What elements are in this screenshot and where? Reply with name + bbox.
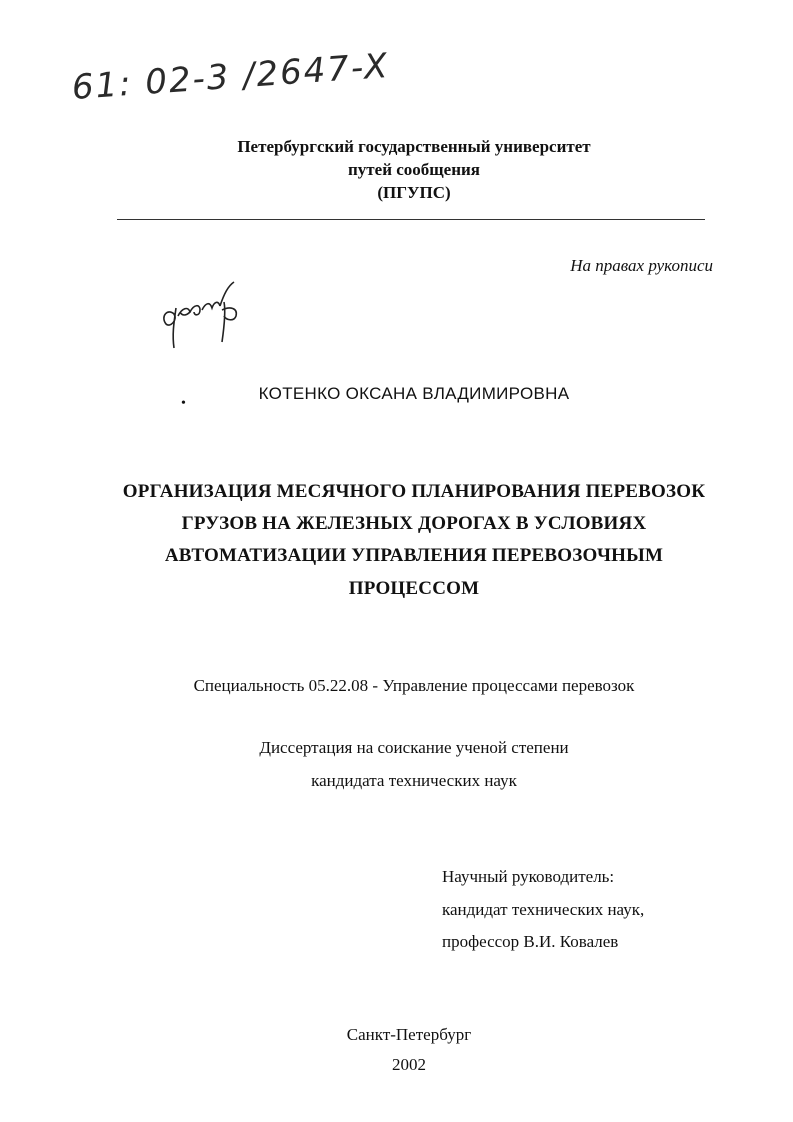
city: Санкт-Петербург [346, 1025, 472, 1044]
year: 2002 [392, 1055, 426, 1074]
header-divider [117, 219, 705, 220]
supervisor-label: Научный руководитель: [442, 867, 615, 886]
handwritten-signature [158, 272, 248, 352]
institution-line-3: (ПГУПС) [377, 183, 451, 202]
supervisor-degree: кандидат технических наук, [442, 900, 645, 919]
institution-line-1: Петербургский государственный университет [237, 137, 591, 156]
archive-stamp: 61: 02-3 /2647-X [70, 45, 391, 108]
dissertation-title-line-4: ПРОЦЕССОМ [348, 578, 480, 599]
degree-line-2: кандидата технических наук [311, 771, 517, 790]
dissertation-title-line-1: ОРГАНИЗАЦИЯ МЕСЯЧНОГО ПЛАНИРОВАНИЯ ПЕРЕВОЗОК [122, 481, 706, 502]
author-name: КОТЕНКО ОКСАНА ВЛАДИМИРОВНА [258, 384, 570, 403]
stray-mark: • [181, 396, 186, 411]
specialty: Специальность 05.22.08 - Управление процессами перевозок [193, 676, 635, 695]
dissertation-title-line-3: АВТОМАТИЗАЦИИ УПРАВЛЕНИЯ ПЕРЕВОЗОЧНЫМ [164, 545, 664, 566]
supervisor-name: профессор В.И. Ковалев [442, 932, 619, 951]
degree-line-1: Диссертация на соискание ученой степени [259, 738, 569, 757]
institution-line-2: путей сообщения [348, 160, 480, 179]
manuscript-rights: На правах рукописи [570, 256, 713, 275]
dissertation-title-line-2: ГРУЗОВ НА ЖЕЛЕЗНЫХ ДОРОГАХ В УСЛОВИЯХ [181, 513, 647, 534]
